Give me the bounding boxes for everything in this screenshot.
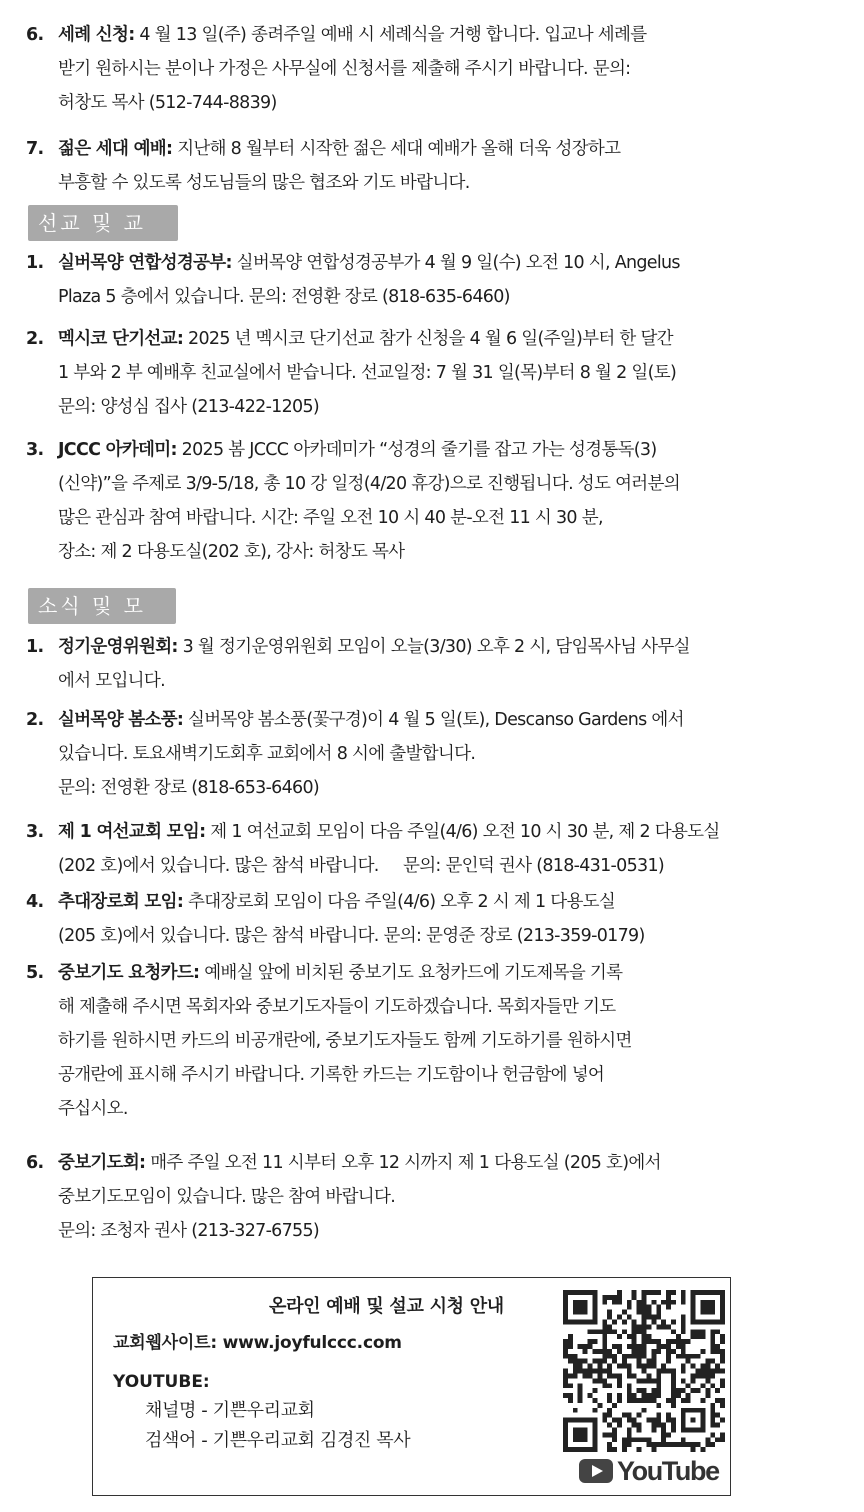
item-number: 2. xyxy=(26,329,44,349)
youtube-play-icon xyxy=(579,1459,613,1483)
item-text: 문의: 전영환 장로 (818-653-6460) xyxy=(58,778,320,798)
item-title: 실버목양 봄소풍: xyxy=(58,710,184,730)
notice-item-silver-bible-study xyxy=(26,246,826,314)
item-text: 허창도 목사 (512-744-8839) xyxy=(58,93,277,113)
item-title: 추대장로회 모임: xyxy=(58,892,184,912)
section-header-mission: 선교 및 교육 xyxy=(28,205,178,241)
item-text: Plaza 5 층에서 있습니다. 문의: 전영환 장로 (818-635-6460) xyxy=(58,287,510,307)
item-number: 4. xyxy=(26,892,44,912)
channel-name: 채널명 - 기쁜우리교회 xyxy=(145,1400,315,1421)
website-info: 교회웹사이트: www.joyfulccc.com xyxy=(113,1333,402,1353)
item-number: 3. xyxy=(26,822,44,842)
item-text: 매주 주일 오전 11 시부터 오후 12 시까지 제 1 다용도실 (205 호)에서 xyxy=(150,1153,661,1173)
item-title: 실버목양 연합성경공부: xyxy=(58,253,232,273)
section-header-news: 소식 및 모임 xyxy=(28,588,176,624)
notice-item-prayer-card xyxy=(26,956,826,1126)
notice-item-elders-meeting xyxy=(26,885,826,953)
youtube-logo-text: YouTube xyxy=(617,1456,719,1486)
item-text: 문의: 양성심 집사 (213-422-1205) xyxy=(58,397,320,417)
online-info-title: 온라인 예배 및 설교 시청 안내 xyxy=(269,1296,504,1317)
item-text: (신약)”을 주제로 3/9-5/18, 총 10 강 일정(4/20 휴강)으로 진행됩니다. 성도 여러분의 xyxy=(58,474,680,494)
item-text: 장소: 제 2 다용도실(202 호), 강사: 허창도 목사 xyxy=(58,542,405,562)
notice-item-baptism xyxy=(26,18,826,120)
item-text: 제 1 여선교회 모임이 다음 주일(4/6) 오전 10 시 30 분, 제 2 다용도실 xyxy=(210,822,720,842)
notice-item-spring-picnic xyxy=(26,703,826,805)
notice-item-steering-committee xyxy=(26,630,826,698)
item-text: 2025 봄 JCCC 아카데미가 “성경의 줄기를 잡고 가는 성경통독(3) xyxy=(181,440,657,460)
item-text: 주십시오. xyxy=(58,1099,128,1119)
item-number: 1. xyxy=(26,253,44,273)
youtube-logo xyxy=(579,1454,719,1488)
item-text: 문의: 조청자 권사 (213-327-6755) xyxy=(58,1221,320,1241)
item-text: 3 월 정기운영위원회 모임이 오늘(3/30) 오후 2 시, 담임목사님 사무실 xyxy=(182,637,690,657)
item-text: (202 호)에서 있습니다. 많은 참석 바랍니다. 문의: 문인덕 권사 (818-431-0531) xyxy=(58,856,665,876)
item-text: 2025 년 멕시코 단기선교 참가 신청을 4 월 6 일(주일)부터 한 달간 xyxy=(188,329,673,349)
item-text: 많은 관심과 참여 바랍니다. 시간: 주일 오전 10 시 40 분-오전 11 시 30 분, xyxy=(58,508,603,528)
item-title: 중보기도회: xyxy=(58,1153,146,1173)
item-number: 5. xyxy=(26,963,44,983)
search-term: 검색어 - 기쁜우리교회 김경진 목사 xyxy=(145,1430,411,1451)
notice-item-womens-mission xyxy=(26,815,826,883)
item-number: 6. xyxy=(26,1153,44,1173)
item-text: 있습니다. 토요새벽기도회후 교회에서 8 시에 출발합니다. xyxy=(58,744,476,764)
item-text: 중보기도모임이 있습니다. 많은 참여 바랍니다. xyxy=(58,1187,396,1207)
item-number: 2. xyxy=(26,710,44,730)
item-text: 실버목양 봄소풍(꽃구경)이 4 월 5 일(토), Descanso Gardens 에서 xyxy=(188,710,684,730)
qr-code-icon xyxy=(563,1290,725,1452)
item-text: 지난해 8 월부터 시작한 젊은 세대 예배가 올해 더욱 성장하고 xyxy=(177,139,621,159)
item-text: 4 월 13 일(주) 종려주일 예배 시 세례식을 거행 합니다. 입교나 세례를 xyxy=(139,25,647,45)
item-text: 받기 원하시는 분이나 가정은 사무실에 신청서를 제출해 주시기 바랍니다. 문의: xyxy=(58,59,631,79)
item-text: 하기를 원하시면 카드의 비공개란에, 중보기도자들도 함께 기도하기를 원하시면 xyxy=(58,1031,632,1051)
notice-item-young-worship xyxy=(26,132,826,200)
item-number: 7. xyxy=(26,139,44,159)
item-text: 1 부와 2 부 예배후 친교실에서 받습니다. 선교일정: 7 월 31 일(목)부터 8 월 2 일(토) xyxy=(58,363,677,383)
item-text: 실버목양 연합성경공부가 4 월 9 일(수) 오전 10 시, Angelus xyxy=(236,253,680,273)
online-info-box xyxy=(92,1277,731,1496)
item-number: 1. xyxy=(26,637,44,657)
item-title: 세례 신청: xyxy=(58,25,135,45)
youtube-label: YOUTUBE: xyxy=(113,1372,210,1392)
item-title: 정기운영위원회: xyxy=(58,637,178,657)
item-text: 추대장로회 모임이 다음 주일(4/6) 오후 2 시 제 1 다용도실 xyxy=(188,892,616,912)
item-text: 공개란에 표시해 주시기 바랍니다. 기록한 카드는 기도함이나 헌금함에 넣어 xyxy=(58,1065,605,1085)
item-number: 6. xyxy=(26,25,44,45)
item-text: 에서 모입니다. xyxy=(58,671,165,691)
item-text: 예배실 앞에 비치된 중보기도 요청카드에 기도제목을 기록 xyxy=(204,963,623,983)
notice-item-jccc-academy xyxy=(26,433,826,569)
item-title: 중보기도 요청카드: xyxy=(58,963,200,983)
notice-item-intercessory-prayer xyxy=(26,1146,826,1248)
notice-item-mexico-mission xyxy=(26,322,826,424)
item-title: 젊은 세대 예배: xyxy=(58,139,173,159)
item-text: 해 제출해 주시면 목회자와 중보기도자들이 기도하겠습니다. 목회자들만 기도 xyxy=(58,997,616,1017)
item-text: (205 호)에서 있습니다. 많은 참석 바랍니다. 문의: 문영준 장로 (213-359-0179) xyxy=(58,926,645,946)
item-title: 제 1 여선교회 모임: xyxy=(58,822,206,842)
item-text: 부흥할 수 있도록 성도님들의 많은 협조와 기도 바랍니다. xyxy=(58,173,470,193)
item-title: JCCC 아카데미: xyxy=(58,440,177,460)
item-number: 3. xyxy=(26,440,44,460)
item-title: 멕시코 단기선교: xyxy=(58,329,184,349)
